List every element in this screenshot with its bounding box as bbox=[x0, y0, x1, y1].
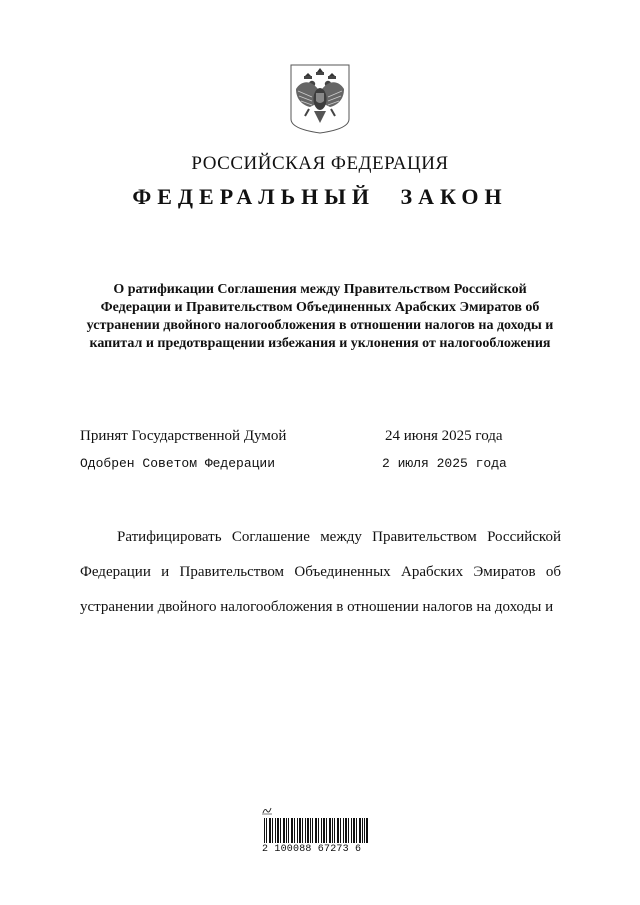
duma-adoption-date: 24 июня 2025 года bbox=[385, 428, 503, 444]
council-approval-label: Одобрен Советом Федерации bbox=[80, 456, 276, 471]
barcode-number: 2 100088 67273 6 bbox=[262, 844, 362, 855]
document-type: ФЕДЕРАЛЬНЫЙ ЗАКОН bbox=[132, 184, 508, 209]
document-barcode bbox=[262, 806, 372, 854]
council-approval-date: 2 июля 2025 года bbox=[382, 456, 507, 471]
duma-adoption-label: Принят Государственной Думой bbox=[80, 428, 287, 444]
country-name: РОССИЙСКАЯ ФЕДЕРАЦИЯ bbox=[191, 153, 449, 174]
coat-of-arms-icon bbox=[288, 63, 352, 135]
handwritten-mark-icon bbox=[262, 806, 272, 815]
duma-adoption-row bbox=[80, 428, 560, 448]
body-paragraph: Ратифицировать Соглашение между Правительством Российской Федерации и Правительством Объединенных Арабских Эмиратов об устранении двойного налогообложения в отношении налогов на доходы и bbox=[80, 529, 561, 615]
barcode-icon bbox=[264, 818, 368, 843]
law-title: О ратификации Соглашения между Правительством Российской Федерации и Правительством Объединенных Арабских Эмиратов об устранении двойного налогообложения в отношении налогов на доходы и капитал и предотвращении избежания и уклонения от налогообложения bbox=[86, 282, 554, 351]
council-approval-row bbox=[80, 456, 560, 476]
